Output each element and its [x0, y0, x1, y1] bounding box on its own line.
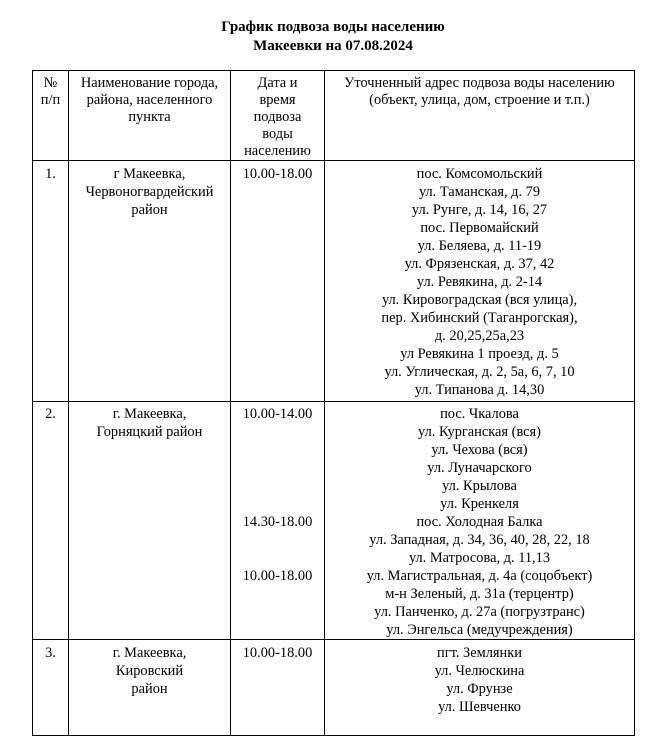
row-num: 1. [33, 161, 69, 402]
header-datetime: Дата и время подвоза воды населению [231, 71, 325, 161]
row-addresses: пос. Комсомольский ул. Таманская, д. 79 ул. Рунге, д. 14, 16, 27 пос. Первомайский ул. Беляева, д. 11-19 ул. Фрязенская, д. 37, 42 ул. Ревякина, д. 2-14 ул. Кировоградская (вся улица), пер. Хибинский (Таганрогская), д. 20,25,25а,23 ул Ревякина 1 проезд, д. 5 ул. Углическая, д. 2, 5а, 6, 7, 10 ул. Типанова д. 14,30 [325, 161, 635, 402]
water-schedule-table [32, 70, 635, 736]
row-name: г Макеевка, Червоногвардейский район [69, 161, 231, 402]
row-times: 10.00-18.00 [231, 640, 325, 736]
document-title-line-1: График подвоза воды населению [221, 19, 445, 35]
document-title-line-2: Макеевки на 07.08.2024 [253, 38, 413, 54]
row-times: 10.00-14.00 14.30-18.00 10.00-18.00 [231, 402, 325, 640]
table-row [33, 640, 635, 736]
table-row [33, 161, 635, 402]
row-name: г. Макеевка, Горняцкий район [69, 402, 231, 640]
table-row [33, 402, 635, 640]
header-address: Уточненный адрес подвоза воды населению (объект, улица, дом, строение и т.п.) [325, 71, 635, 161]
header-row [33, 71, 635, 161]
row-num: 3. [33, 640, 69, 736]
row-times: 10.00-18.00 [231, 161, 325, 402]
row-addresses: пос. Чкалова ул. Курганская (вся) ул. Чехова (вся) ул. Луначарского ул. Крылова ул. Кренкеля пос. Холодная Балка ул. Западная, д. 34, 36, 40, 28, 22, 18 ул. Матросова, д. 11,13 ул. Магистральная, д. 4а (соцобъект) м-н Зеленый, д. 31а (терцентр) ул. Панченко, д. 27а (погрузтранс) ул. Энгельса (медучреждения) [325, 402, 635, 640]
header-name: Наименование города, района, населенного пункта [69, 71, 231, 161]
row-name: г. Макеевка, Кировский район [69, 640, 231, 736]
header-num: № п/п [33, 71, 69, 161]
row-num: 2. [33, 402, 69, 640]
row-addresses: пгт. Землянки ул. Челюскина ул. Фрунзе ул. Шевченко [325, 640, 635, 736]
